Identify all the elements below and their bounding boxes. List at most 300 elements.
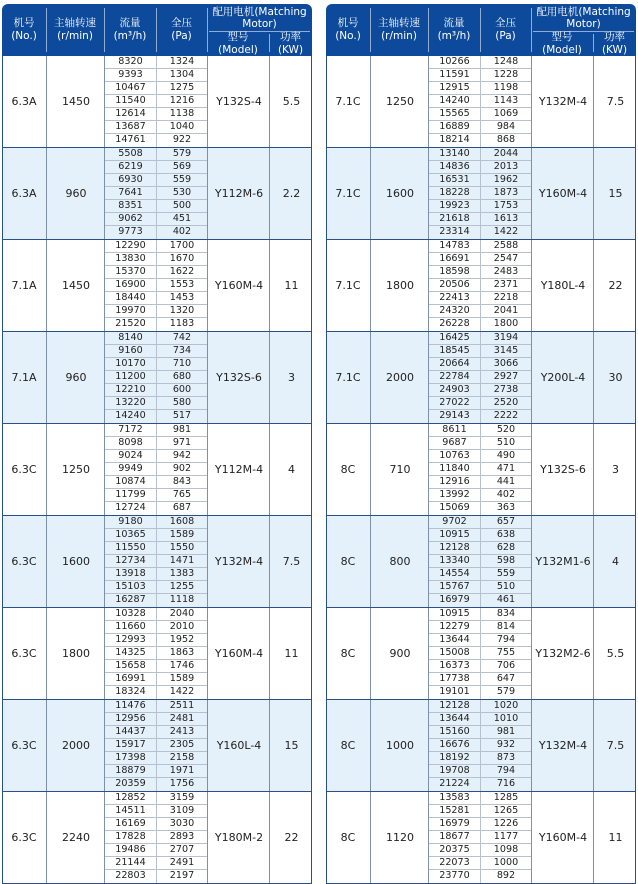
table-row-group [2,240,312,332]
table-row [105,174,207,187]
cell-pressure: 559 [496,568,516,579]
cell-pressure: 1248 [493,56,519,67]
table-row-group [2,608,312,700]
cell-pressure: 1324 [169,56,195,67]
cell-flow: 15917 [105,739,157,751]
cell-flow: 16373 [429,660,481,672]
cell-motor-model: Y112M-4 [207,424,270,515]
cell-model-no: 7.1A [11,371,37,384]
cell-power: 3 [593,424,637,515]
cell-speed: 1120 [370,792,429,883]
table-row [429,253,531,266]
cell-pressure: 510 [496,581,516,592]
cell-motor-model: Y160M-4 [531,148,594,239]
cell-pressure: 638 [496,529,516,540]
cell-pressure: 755 [496,647,516,658]
cell-pressure: 1383 [169,568,195,579]
cell-flow: 14783 [429,240,481,252]
flow-pressure-rows [104,56,207,147]
cell-pressure: 500 [172,200,192,211]
table-row [105,608,207,621]
table-row [105,568,207,581]
cell-pressure: 765 [172,489,192,500]
table-body [2,56,312,884]
cell-pressure: 402 [496,489,516,500]
header-speed: 主轴转速 (r/min) [378,17,420,42]
table-row [105,686,207,699]
flow-pressure-rows [104,332,207,423]
cell-speed: 710 [370,424,429,515]
cell-speed: 960 [46,332,105,423]
cell-flow: 10915 [429,608,481,620]
cell-pressure: 657 [496,516,516,527]
cell-motor-model: Y160M-4 [207,240,270,331]
table-row [429,384,531,397]
table-row [429,542,531,555]
cell-flow: 6930 [105,174,157,186]
cell-flow: 11200 [105,371,157,383]
cell-motor-model: Y112M-6 [207,148,270,239]
cell-flow: 12724 [105,502,157,515]
cell-model-no: 8C [340,555,356,568]
flow-pressure-rows [428,240,531,331]
flow-pressure-rows [428,792,531,883]
cell-speed: 1450 [46,240,105,331]
cell-flow: 13220 [105,397,157,409]
table-row [429,410,531,423]
cell-flow: 11660 [105,621,157,633]
cell-pressure: 559 [172,174,192,185]
cell-model-no: 8C [340,831,356,844]
table-body [326,56,636,884]
cell-flow: 9393 [105,69,157,81]
table-row-group [2,516,312,608]
cell-model-no: 6.3C [11,463,37,476]
table-row [105,621,207,634]
cell-pressure: 580 [172,397,192,408]
table-row [429,765,531,778]
header-pressure: 全压 (Pa) [171,17,192,42]
table-row [429,529,531,542]
cell-flow: 12210 [105,384,157,396]
table-row [429,345,531,358]
cell-speed: 1000 [370,700,429,791]
cell-pressure: 687 [172,502,192,513]
table-row [105,253,207,266]
cell-flow: 9160 [105,345,157,357]
cell-pressure: 1422 [493,226,519,237]
header-flow: 流量 (m³/h) [113,17,147,42]
table-row [429,581,531,594]
cell-pressure: 1753 [493,200,519,211]
cell-pressure: 1863 [169,647,195,658]
cell-speed: 2000 [370,332,429,423]
cell-flow: 15565 [429,108,481,120]
cell-flow: 18598 [429,266,481,278]
header-model-no: 机号 (No.) [11,17,37,42]
cell-flow: 13340 [429,555,481,567]
table-row-group [2,56,312,148]
table-row [429,739,531,752]
cell-flow: 13687 [105,121,157,133]
cell-model-no: 8C [340,739,356,752]
cell-power: 5.5 [269,56,313,147]
table-row [429,318,531,331]
table-row [105,345,207,358]
cell-flow: 9024 [105,450,157,462]
cell-pressure: 1800 [493,318,519,329]
cell-flow: 8611 [429,424,481,436]
table-row [429,805,531,818]
table-row [105,410,207,423]
cell-flow: 13992 [429,489,481,501]
header-pressure: 全压 (Pa) [495,17,516,42]
table-row [105,121,207,134]
table-row [429,634,531,647]
cell-pressure: 1471 [169,555,195,566]
cell-flow: 14240 [429,95,481,107]
cell-pressure: 363 [496,502,516,513]
cell-power: 15 [269,700,313,791]
cell-flow: 14437 [105,726,157,738]
cell-pressure: 1216 [169,95,195,106]
table-row [429,726,531,739]
table-row [429,818,531,831]
cell-speed: 2240 [46,792,105,883]
cell-pressure: 892 [496,870,516,881]
cell-flow: 15160 [429,726,481,738]
cell-pressure: 461 [496,594,516,605]
cell-pressure: 2197 [169,870,195,881]
cell-pressure: 517 [172,410,192,421]
cell-flow: 20506 [429,279,481,291]
table-row [429,857,531,870]
cell-motor-model: Y132S-6 [207,332,270,423]
table-row [105,870,207,883]
cell-pressure: 628 [496,542,516,553]
cell-speed: 1250 [46,424,105,515]
cell-flow: 10915 [429,529,481,541]
table-row [105,279,207,292]
cell-motor-model: Y132M-4 [531,56,594,147]
cell-pressure: 1622 [169,266,195,277]
table-row [105,148,207,161]
right-table [326,4,636,884]
table-row [429,700,531,713]
cell-pressure: 579 [172,148,192,159]
cell-flow: 12128 [429,542,481,554]
table-row [429,108,531,121]
table-row [105,371,207,384]
cell-motor-model: Y200L-4 [531,332,594,423]
cell-power: 11 [269,240,313,331]
table-row [429,358,531,371]
cell-pressure: 2483 [493,266,519,277]
table-row [105,476,207,489]
table-row [105,647,207,660]
cell-pressure: 1000 [493,857,519,868]
cell-flow: 11550 [105,542,157,554]
cell-power: 11 [593,792,637,883]
flow-pressure-rows [428,56,531,147]
cell-speed: 1250 [370,56,429,147]
table-row-group [2,424,312,516]
table-row [105,542,207,555]
cell-flow: 7172 [105,424,157,436]
cell-flow: 16676 [429,739,481,751]
cell-flow: 22784 [429,371,481,383]
header-model-no: 机号 (No.) [335,17,361,42]
table-row [429,279,531,292]
left-table [2,4,312,884]
cell-flow: 10365 [105,529,157,541]
cell-pressure: 1873 [493,187,519,198]
cell-pressure: 1010 [493,713,519,724]
cell-flow: 16691 [429,253,481,265]
flow-pressure-rows [104,240,207,331]
cell-flow: 11840 [429,463,481,475]
cell-pressure: 922 [172,134,192,145]
table-row [105,739,207,752]
cell-pressure: 520 [496,424,516,435]
cell-pressure: 680 [172,371,192,382]
cell-flow: 13140 [429,148,481,160]
cell-flow: 12614 [105,108,157,120]
table-row [105,187,207,200]
cell-flow: 22803 [105,870,157,883]
cell-pressure: 932 [496,739,516,750]
cell-model-no: 8C [340,647,356,660]
table-row [105,713,207,726]
cell-flow: 9687 [429,437,481,449]
cell-flow: 13583 [429,792,481,804]
cell-pressure: 1226 [493,818,519,829]
cell-flow: 15370 [105,266,157,278]
cell-pressure: 3145 [493,345,519,356]
cell-motor-model: Y132M-4 [531,700,594,791]
table-row [105,489,207,502]
table-row [105,292,207,305]
table-row [429,200,531,213]
cell-flow: 18440 [105,292,157,304]
cell-pressure: 1670 [169,253,195,264]
header-matching-motor: 配用电机(Matching Motor) [212,6,307,30]
cell-pressure: 1320 [169,305,195,316]
cell-flow: 16425 [429,332,481,344]
cell-model-no: 6.3C [11,647,37,660]
cell-power: 4 [269,424,313,515]
cell-pressure: 2588 [493,240,519,251]
cell-flow: 11476 [105,700,157,712]
cell-flow: 22073 [429,857,481,869]
cell-pressure: 1304 [169,69,195,80]
cell-pressure: 902 [172,463,192,474]
cell-speed: 1600 [46,516,105,607]
flow-pressure-rows [428,332,531,423]
cell-power: 30 [593,332,637,423]
table-row-group [326,56,636,148]
cell-model-no: 7.1C [335,371,361,384]
table-row [429,870,531,883]
cell-flow: 27022 [429,397,481,409]
cell-power: 3 [269,332,313,423]
cell-flow: 17828 [105,831,157,843]
cell-pressure: 1118 [169,594,195,605]
cell-pressure: 1255 [169,581,195,592]
table-row [429,82,531,95]
cell-flow: 10328 [105,608,157,620]
table-row-group [326,240,636,332]
cell-flow: 26228 [429,318,481,331]
table-row [429,292,531,305]
header-matching-motor: 配用电机(Matching Motor) [536,6,631,30]
table-row [105,240,207,253]
cell-pressure: 873 [496,752,516,763]
flow-pressure-rows [428,516,531,607]
table-row [429,621,531,634]
cell-pressure: 1040 [169,121,195,132]
table-row [105,82,207,95]
table-row [429,831,531,844]
cell-pressure: 579 [496,686,516,697]
cell-pressure: 2547 [493,253,519,264]
cell-flow: 24320 [429,305,481,317]
cell-flow: 11591 [429,69,481,81]
cell-motor-model: Y132S-6 [531,424,594,515]
table-row-group [2,700,312,792]
cell-pressure: 1453 [169,292,195,303]
cell-flow: 9949 [105,463,157,475]
table-row [105,673,207,686]
cell-pressure: 984 [496,121,516,132]
cell-pressure: 1020 [493,700,519,711]
header-flow: 流量 (m³/h) [437,17,471,42]
cell-flow: 9180 [105,516,157,528]
cell-pressure: 1613 [493,213,519,224]
table-row [105,69,207,82]
table-row [429,555,531,568]
cell-pressure: 794 [496,634,516,645]
cell-power: 22 [269,792,313,883]
table-row [105,831,207,844]
table-row [105,634,207,647]
cell-pressure: 2491 [169,857,195,868]
table-row [429,240,531,253]
cell-flow: 18545 [429,345,481,357]
table-row [105,213,207,226]
cell-pressure: 2041 [493,305,519,316]
cell-flow: 12852 [105,792,157,804]
cell-pressure: 1700 [169,240,195,251]
cell-flow: 17738 [429,673,481,685]
cell-flow: 16991 [105,673,157,685]
header-motor-model: 型号 (Model) [218,30,258,56]
table-row [105,844,207,857]
cell-flow: 9702 [429,516,481,528]
cell-pressure: 2511 [169,700,195,711]
cell-pressure: 1608 [169,516,195,527]
table-row [429,134,531,147]
cell-power: 7.5 [269,516,313,607]
cell-pressure: 971 [172,437,192,448]
cell-flow: 19970 [105,305,157,317]
cell-pressure: 2040 [169,608,195,619]
cell-flow: 14325 [105,647,157,659]
cell-flow: 20375 [429,844,481,856]
cell-model-no: 7.1C [335,279,361,292]
table-row [429,187,531,200]
cell-motor-model: Y132M1-6 [531,516,594,607]
cell-flow: 13644 [429,713,481,725]
cell-power: 22 [593,240,637,331]
table-row [105,700,207,713]
cell-speed: 1600 [370,148,429,239]
cell-model-no: 6.3A [11,95,37,108]
cell-pressure: 1228 [493,69,519,80]
table-row [429,752,531,765]
cell-pressure: 1589 [169,529,195,540]
table-row-group [2,148,312,240]
cell-pressure: 868 [496,134,516,145]
table-row [429,673,531,686]
cell-flow: 14554 [429,568,481,580]
cell-flow: 12993 [105,634,157,646]
table-row [429,332,531,345]
cell-flow: 18228 [429,187,481,199]
table-row [105,305,207,318]
cell-speed: 900 [370,608,429,699]
cell-pressure: 742 [172,332,192,343]
cell-pressure: 402 [172,226,192,237]
table-row [429,56,531,69]
cell-pressure: 1198 [493,82,519,93]
cell-pressure: 2707 [169,844,195,855]
cell-pressure: 2158 [169,752,195,763]
table-row [429,174,531,187]
cell-flow: 15658 [105,660,157,672]
table-row [105,450,207,463]
cell-flow: 20359 [105,778,157,791]
table-row [429,608,531,621]
header-power: 功率 (KW) [277,30,304,56]
cell-power: 7.5 [593,700,637,791]
cell-flow: 9062 [105,213,157,225]
cell-flow: 16979 [429,818,481,830]
flow-pressure-rows [104,608,207,699]
cell-pressure: 3066 [493,358,519,369]
cell-flow: 6219 [105,161,157,173]
cell-pressure: 1275 [169,82,195,93]
cell-model-no: 6.3C [11,555,37,568]
cell-power: 7.5 [593,56,637,147]
table-row [429,844,531,857]
cell-pressure: 981 [496,726,516,737]
cell-flow: 15069 [429,502,481,515]
table-row [105,226,207,239]
table-row [105,765,207,778]
cell-flow: 21520 [105,318,157,331]
flow-pressure-rows [104,424,207,515]
table-row [105,516,207,529]
table-row [105,200,207,213]
cell-flow: 21144 [105,857,157,869]
cell-pressure: 981 [172,424,192,435]
cell-model-no: 7.1A [11,279,37,292]
cell-model-no: 7.1C [335,95,361,108]
cell-pressure: 1553 [169,279,195,290]
cell-pressure: 1177 [493,831,519,842]
cell-pressure: 2413 [169,726,195,737]
